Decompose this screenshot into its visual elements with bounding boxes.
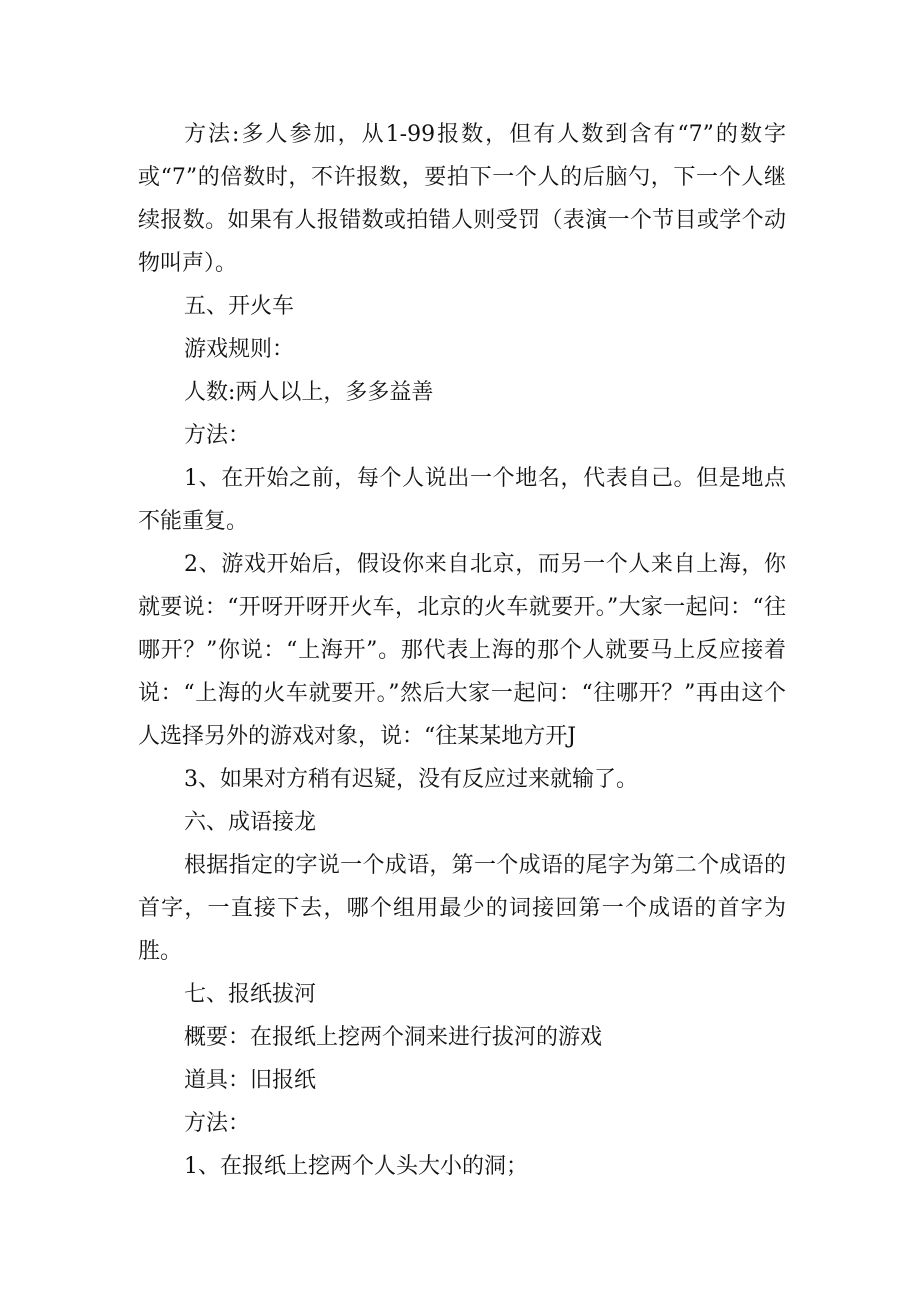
paragraph-newspaper-summary: 概要：在报纸上挖两个洞来进行拔河的游戏	[184, 1025, 603, 1050]
section-heading-newspaper-tug: 七、报纸拔河	[184, 982, 317, 1007]
paragraph-train-method-label: 方法：	[184, 423, 251, 448]
paragraph-train-step-1: 1、在开始之前，每个人说出一个地名，代表自己。但是地点不能重复。	[138, 466, 786, 534]
paragraph-newspaper-method-label: 方法：	[184, 1111, 251, 1136]
paragraph-train-rules-label: 游戏规则：	[184, 337, 295, 362]
paragraph-train-step-2: 2、游戏开始后，假设你来自北京，而另一个人来自上海，你就要说：“开呀开呀开火车，北京的火车就要开。”大家一起问：“往哪开？”你说：“上海开”。那代表上海的那个人就要马上反应接着说：“上海的火车就要开。”然后大家一起问：“往哪开？”再由这个人选择另外的游戏对象，说：“往某某地方开J	[138, 552, 786, 749]
paragraph-idiom-chain-rules: 根据指定的字说一个成语，第一个成语的尾字为第二个成语的首字，一直接下去，哪个组用最少的词接回第一个成语的首字为胜。	[138, 853, 786, 964]
paragraph-counting-method: 方法:多人参加，从1-99报数，但有人数到含有“7”的数字或“7”的倍数时，不许报数，要拍下一个人的后脑勺，下一个人继续报数。如果有人报错数或拍错人则受罚（表演一个节目或学个动物叫声）。	[138, 122, 786, 276]
paragraph-train-step-3: 3、如果对方稍有迟疑，没有反应过来就输了。	[184, 767, 638, 792]
document-body	[138, 113, 786, 1188]
paragraph-newspaper-step-1: 1、在报纸上挖两个人头大小的洞；	[184, 1154, 528, 1179]
section-heading-idiom-chain: 六、成语接龙	[184, 810, 317, 835]
paragraph-train-players: 人数:两人以上，多多益善	[184, 380, 434, 405]
section-heading-train: 五、开火车	[184, 294, 295, 319]
paragraph-newspaper-props: 道具：旧报纸	[184, 1068, 317, 1093]
